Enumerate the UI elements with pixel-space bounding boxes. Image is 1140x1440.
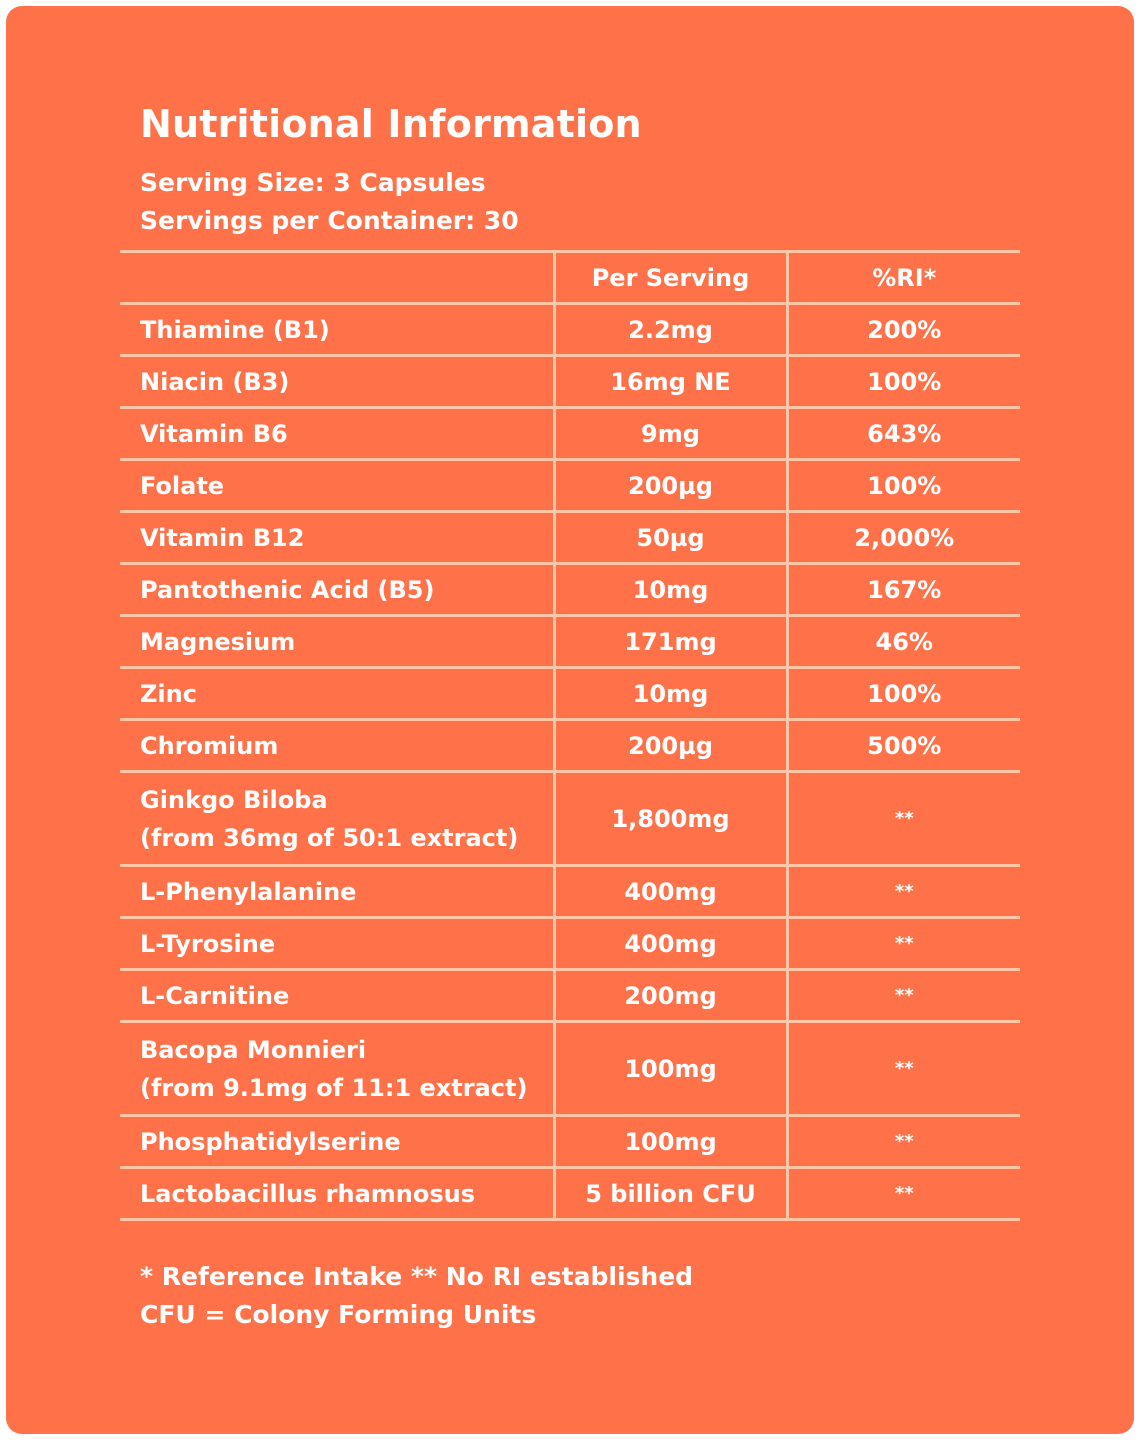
table-row: [120, 1168, 1020, 1220]
nutrient-amount: 100mg: [554, 1116, 787, 1168]
nutrient-ri: **: [787, 1022, 1020, 1116]
nutrient-name: Niacin (B3): [140, 367, 290, 396]
nutrient-ri: 167%: [787, 564, 1020, 616]
nutrient-ri: 100%: [787, 356, 1020, 408]
nutrient-amount: 200mg: [554, 970, 787, 1022]
nutrient-amount: 200µg: [554, 460, 787, 512]
table-row: [120, 772, 1020, 866]
page-title: Nutritional Information: [140, 102, 642, 146]
nutrient-amount: 400mg: [554, 918, 787, 970]
table-row: [120, 356, 1020, 408]
nutrient-ri: **: [787, 772, 1020, 866]
nutrient-ri: **: [787, 1116, 1020, 1168]
nutrient-amount: 50µg: [554, 512, 787, 564]
nutrient-name: Pantothenic Acid (B5): [140, 575, 435, 604]
footnote-ri: * Reference Intake ** No RI established: [140, 1262, 694, 1291]
nutrient-name: Ginkgo Biloba: [140, 785, 328, 814]
header-per-serving: Per Serving: [554, 252, 787, 304]
table-row: [120, 460, 1020, 512]
nutrient-name: Magnesium: [140, 627, 296, 656]
serving-size: Serving Size: 3 Capsules: [140, 168, 486, 197]
nutrient-amount: 5 billion CFU: [554, 1168, 787, 1220]
nutrient-amount: 171mg: [554, 616, 787, 668]
table-header-row: [120, 252, 1020, 304]
nutrition-table: [120, 250, 1020, 1221]
nutrient-name: Vitamin B6: [140, 419, 288, 448]
nutrient-name: Thiamine (B1): [140, 315, 330, 344]
nutrient-name: Lactobacillus rhamnosus: [140, 1179, 476, 1208]
nutrient-amount: 16mg NE: [554, 356, 787, 408]
nutrient-ri: 100%: [787, 668, 1020, 720]
nutrient-ri: **: [787, 918, 1020, 970]
table-row: [120, 918, 1020, 970]
nutrient-name: Vitamin B12: [140, 523, 305, 552]
nutrient-name: Chromium: [140, 731, 279, 760]
nutrient-amount: 200µg: [554, 720, 787, 772]
nutrient-amount: 1,800mg: [554, 772, 787, 866]
table-row: [120, 304, 1020, 356]
nutrient-name: L-Carnitine: [140, 981, 290, 1010]
nutrient-ri: 46%: [787, 616, 1020, 668]
nutrient-amount: 10mg: [554, 668, 787, 720]
table-row: [120, 564, 1020, 616]
header-nutrient: [120, 252, 554, 304]
table-row: [120, 512, 1020, 564]
servings-per-container: Servings per Container: 30: [140, 206, 519, 235]
footnote-cfu: CFU = Colony Forming Units: [140, 1300, 537, 1329]
serving-info: [140, 164, 519, 240]
nutrient-ri: **: [787, 1168, 1020, 1220]
nutrient-amount: 9mg: [554, 408, 787, 460]
nutrient-name-detail: (from 9.1mg of 11:1 extract): [140, 1073, 528, 1102]
table-row: [120, 668, 1020, 720]
table-row: [120, 1022, 1020, 1116]
nutrient-name: Folate: [140, 471, 225, 500]
nutrient-ri: 100%: [787, 460, 1020, 512]
table-row: [120, 1116, 1020, 1168]
nutrient-amount: 100mg: [554, 1022, 787, 1116]
nutrient-amount: 10mg: [554, 564, 787, 616]
nutrient-name: Zinc: [140, 679, 197, 708]
nutrient-name-cell: [120, 772, 554, 866]
table-row: [120, 866, 1020, 918]
nutrient-ri: 500%: [787, 720, 1020, 772]
nutrient-name-detail: (from 36mg of 50:1 extract): [140, 823, 519, 852]
nutrient-ri: **: [787, 970, 1020, 1022]
table-row: [120, 408, 1020, 460]
table-row: [120, 616, 1020, 668]
footnotes: [140, 1258, 693, 1334]
table-row: [120, 720, 1020, 772]
nutrient-name: Bacopa Monnieri: [140, 1035, 367, 1064]
table-row: [120, 970, 1020, 1022]
nutrient-amount: 400mg: [554, 866, 787, 918]
nutrient-name: L-Phenylalanine: [140, 877, 357, 906]
nutrient-name: L-Tyrosine: [140, 929, 276, 958]
header-ri: %RI*: [787, 252, 1020, 304]
nutrient-ri: 643%: [787, 408, 1020, 460]
nutrient-name-cell: [120, 1022, 554, 1116]
nutrient-ri: **: [787, 866, 1020, 918]
nutrient-name: Phosphatidylserine: [140, 1127, 401, 1156]
nutrient-amount: 2.2mg: [554, 304, 787, 356]
nutrient-ri: 2,000%: [787, 512, 1020, 564]
nutrient-ri: 200%: [787, 304, 1020, 356]
nutrition-panel: [6, 6, 1134, 1434]
